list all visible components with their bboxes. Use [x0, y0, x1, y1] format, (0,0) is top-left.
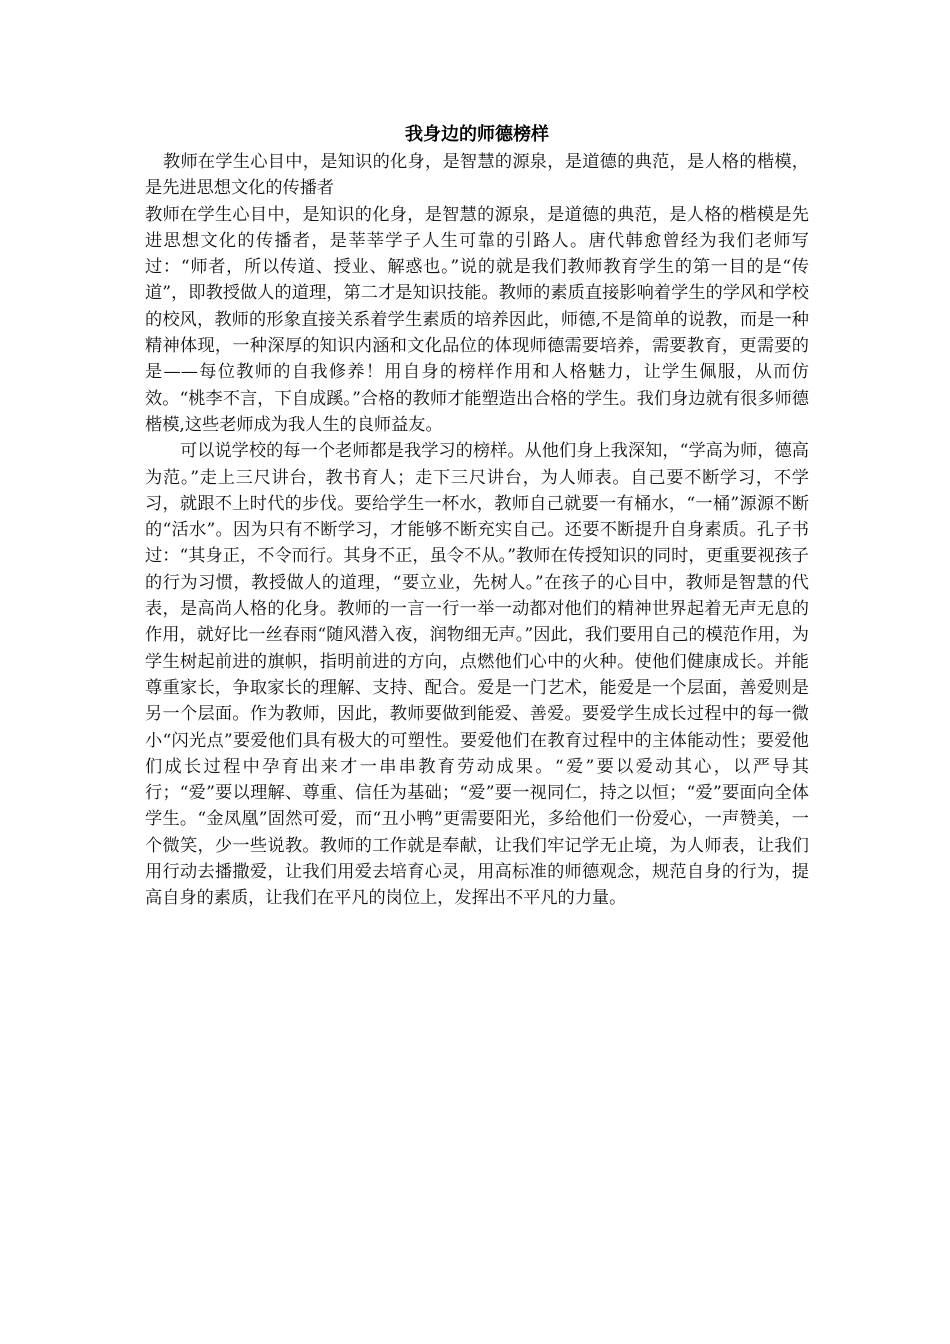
- document-title: 我身边的师德榜样: [405, 124, 549, 145]
- intro-paragraph: 教师在学生心目中，是知识的化身，是智慧的源泉，是道德的典范，是人格的楷模，是先进思想文化的传播者: [145, 152, 809, 199]
- body-paragraph-1: 教师在学生心目中，是知识的化身，是智慧的源泉，是道德的典范，是人格的楷模是先进思想文化的传播者，是莘莘学子人生可靠的引路人。唐代韩愈曾经为我们老师写过：“师者，所以传道、授业、解惑也。”说的就是我们教师教育学生的第一目的是“传道”，即教授做人的道理，第二才是知识技能。教师的素质直接影响着学生的学风和学校的校风，教师的形象直接关系着学生素质的培养因此，师德,不是简单的说教，而是一种精神体现，一种深厚的知识内涵和文化品位的体现师德需要培养，需要教育，更需要的是——每位教师的自我修养！用自身的榜样作用和人格魅力，让学生佩服，从而仿效。“桃李不言，下自成蹊。”合格的教师才能塑造出合格的学生。我们身边就有很多师德楷模,这些老师成为我人生的良师益友。: [145, 204, 809, 435]
- document-body: [145, 122, 809, 912]
- body-paragraph-2: 可以说学校的每一个老师都是我学习的榜样。从他们身上我深知，“学高为师，德高为范。”走上三尺讲台，教书育人；走下三尺讲台，为人师表。自己要不断学习，不学习，就跟不上时代的步伐。要给学生一杯水，教师自己就要一有桶水，“一桶”源源不断的“活水”。因为只有不断学习，才能够不断充实自己。还要不断提升自身素质。孔子书过：“其身正，不令而行。其身不正，虽令不从。”教师在传授知识的同时，更重要视孩子的行为习惯，教授做人的道理，“要立业，先树人。”在孩子的心目中，教师是智慧的代表，是高尚人格的化身。教师的一言一行一举一动都对他们的精神世界起着无声无息的作用，就好比一丝春雨“随风潜入夜，润物细无声。”因此，我们要用自己的模范作用，为学生树起前进的旗帜，指明前进的方向，点燃他们心中的火种。使他们健康成长。并能尊重家长，争取家长的理解、支持、配合。爱是一门艺术，能爱是一个层面，善爱则是另一个层面。作为教师，因此，教师要做到能爱、善爱。要爱学生成长过程中的每一微小“闪光点”要爱他们具有极大的可塑性。要爱他们在教育过程中的主体能动性；要爱他们成长过程中孕育出来才一串串教育劳动成果。“爱”要以爱动其心，以严导其行；“爱”要以理解、尊重、信任为基础；“爱”要一视同仁，持之以恒；“爱”要面向全体学生。“金凤凰”固然可爱，而“丑小鸭”更需要阳光，多给他们一份爱心，一声赞美，一个微笑，少一些说教。教师的工作就是奉献，让我们牢记学无止境，为人师表，让我们用行动去播撒爱，让我们用爱去培育心灵，用高标准的师德观念，规范自身的行为，提高自身的素质，让我们在平凡的岗位上，发挥出不平凡的力量。: [145, 441, 809, 909]
